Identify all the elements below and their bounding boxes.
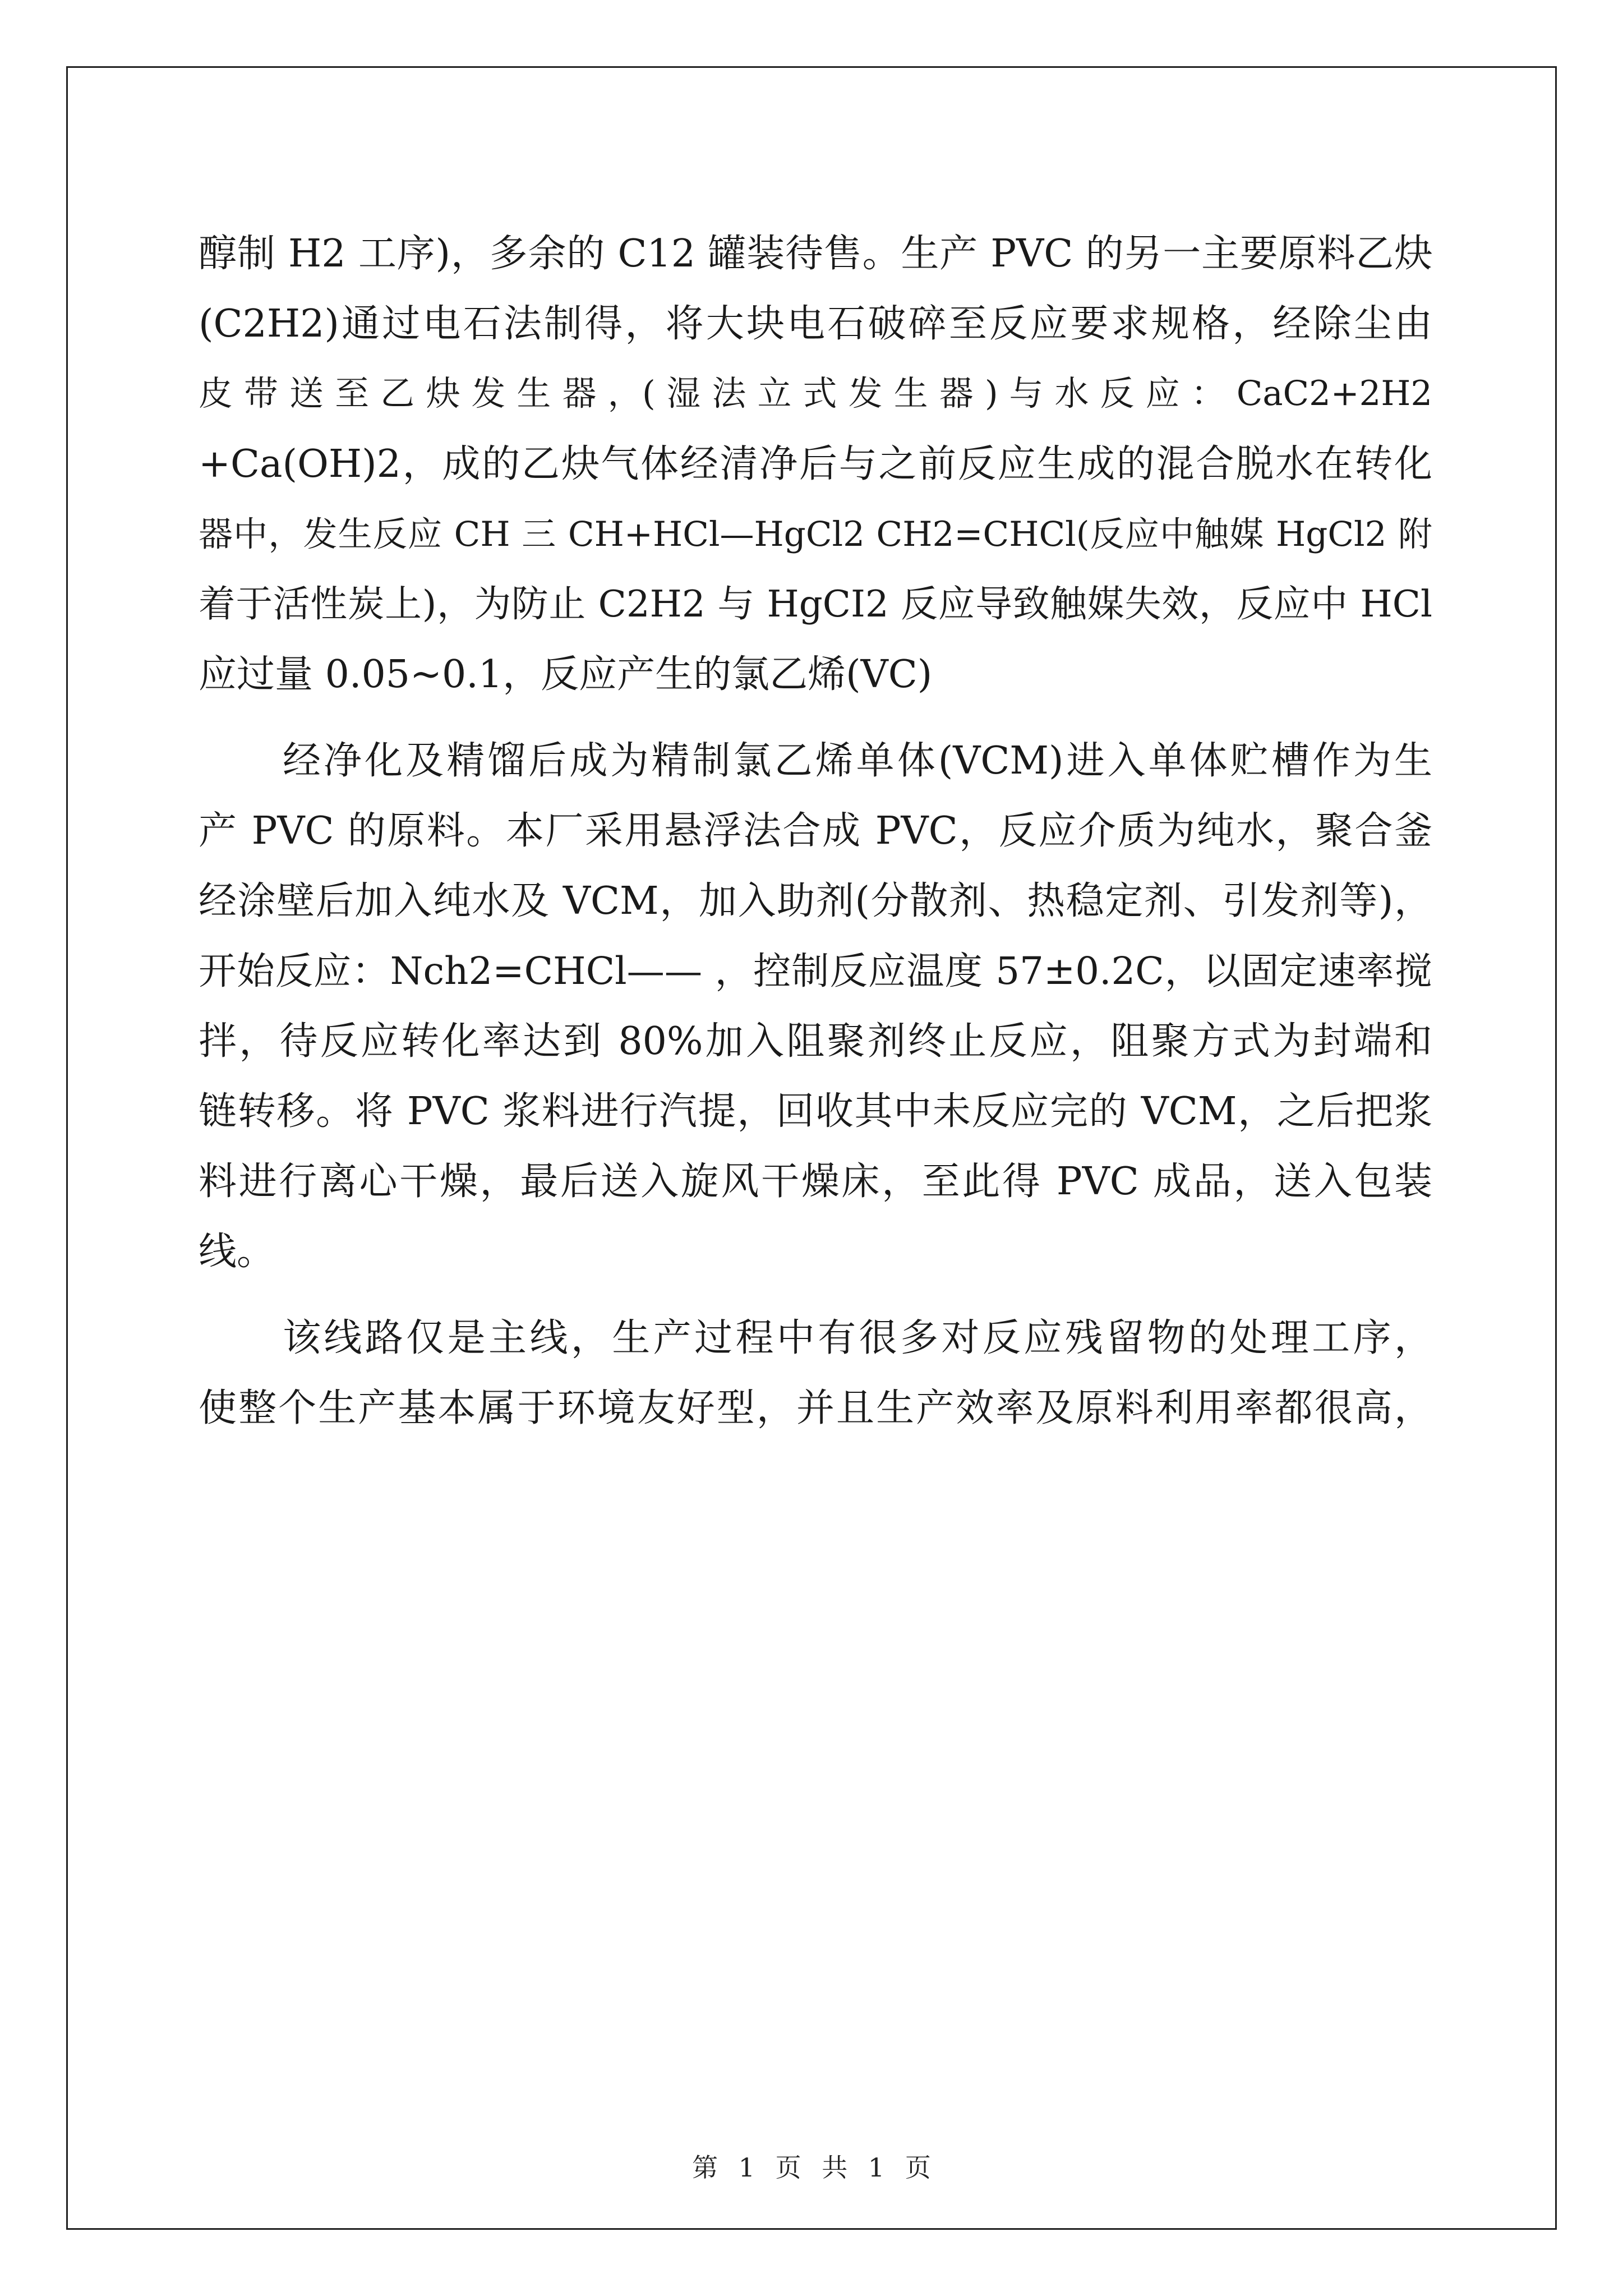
text-line: 器中，发生反应 CH 三 CH+HCl—HgCl2 CH2=CHCl(反应中触媒 HgCl2 附 xyxy=(199,514,1432,554)
text-line: 经涂壁后加入纯水及 VCM，加入助剂(分散剂、热稳定剂、引发剂等)， xyxy=(199,879,1432,923)
text-line: 料进行离心干燥，最后送入旋风干燥床，至此得 PVC 成品，送入包装 xyxy=(199,1159,1432,1204)
text-line: 该线路仅是主线，生产过程中有很多对反应残留物的处理工序， xyxy=(283,1316,1432,1360)
text-line: 经净化及精馏后成为精制氯乙烯单体(VCM)进入单体贮槽作为生 xyxy=(283,739,1432,783)
text-line: 使整个生产基本属于环境友好型，并且生产效率及原料利用率都很高， xyxy=(199,1386,1432,1430)
text-line: 着于活性炭上)，为防止 C2H2 与 HgCI2 反应导致触媒失效，反应中 HCl xyxy=(199,583,1432,625)
text-line: 产 PVC 的原料。本厂采用悬浮法合成 PVC，反应介质为纯水，聚合釜 xyxy=(199,809,1432,853)
page-footer: 第 1 页 共 1 页 xyxy=(692,2152,931,2183)
text-line: 皮 带 送 至 乙 炔 发 生 器 ，( 湿 法 立 式 发 生 器 ) 与 水 反 应 ： CaC2+2H2 xyxy=(199,374,1432,413)
paragraph-gap xyxy=(199,1287,1432,1303)
text-line: 开始反应：Nch2=CHCl—— ，控制反应温度 57±0.2C，以固定速率搅 xyxy=(199,949,1432,993)
text-line: +Ca(OH)2，成的乙炔气体经清净后与之前反应生成的混合脱水在转化 xyxy=(199,442,1432,486)
text-line: 醇制 H2 工序)，多余的 C12 罐装待售。生产 PVC 的另一主要原料乙炔 xyxy=(199,232,1432,276)
text-line: 链转移。将 PVC 浆料进行汽提，回收其中未反应完的 VCM，之后把浆 xyxy=(199,1089,1432,1134)
text-line: 拌，待反应转化率达到 80%加入阻聚剂终止反应，阻聚方式为封端和 xyxy=(199,1019,1432,1064)
text-line: 线。 xyxy=(199,1230,275,1274)
text-line: (C2H2)通过电石法制得，将大块电石破碎至反应要求规格，经除尘由 xyxy=(199,302,1432,346)
text-line: 应过量 0.05~0.1，反应产生的氯乙烯(VC) xyxy=(199,652,933,697)
paragraph-gap xyxy=(199,710,1432,726)
document-body xyxy=(199,219,1432,1443)
